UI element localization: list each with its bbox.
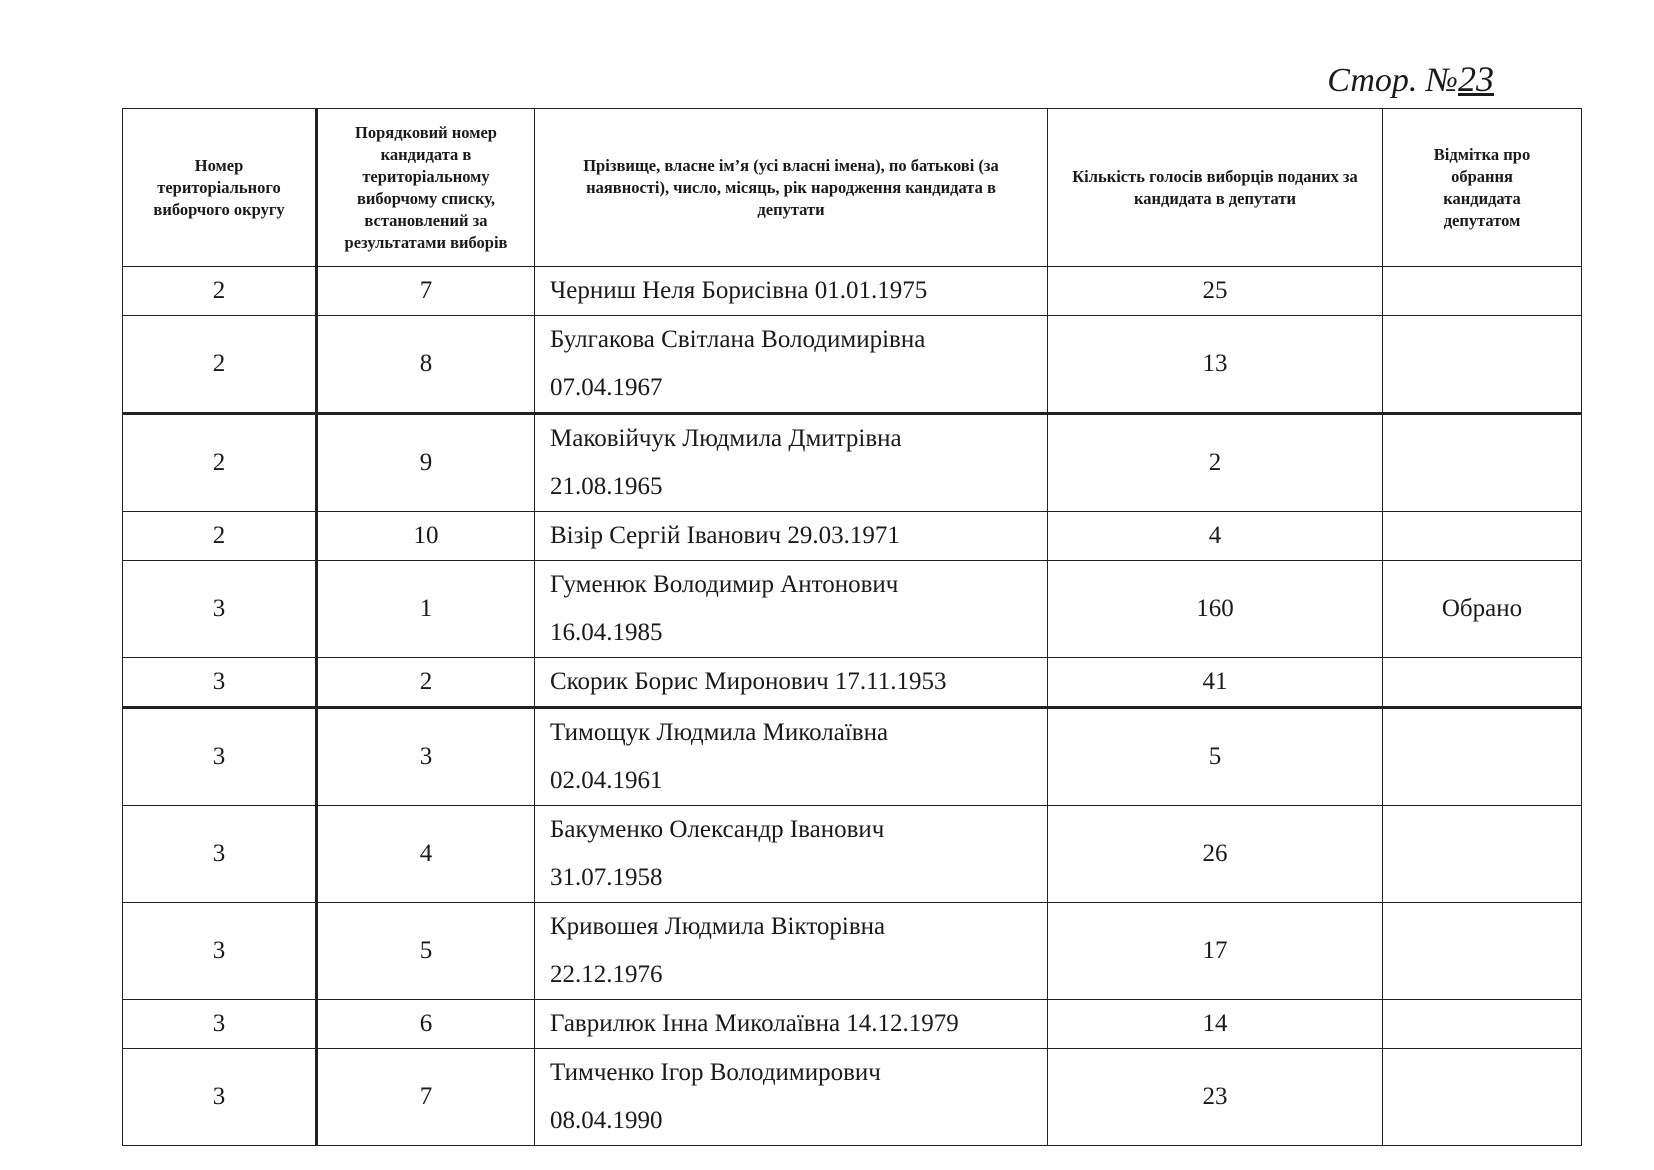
candidate-name-line: Візір Сергій Іванович 29.03.1971 — [550, 522, 900, 549]
header-candidate-name: Прізвище, власне ім’я (усі власні імена), по батькові (за наявності), число, місяць, рік народження кандидата в депутати — [535, 109, 1048, 267]
cell-votes: 4 — [1048, 512, 1383, 561]
cell-candidate-number: 2 — [317, 658, 535, 708]
candidate-birthdate-line: 31.07.1958 — [550, 864, 663, 891]
cell-candidate-name — [535, 512, 1048, 561]
cell-votes: 5 — [1048, 708, 1383, 806]
cell-votes: 13 — [1048, 316, 1383, 414]
cell-candidate-number: 9 — [317, 414, 535, 512]
cell-elected-mark — [1383, 267, 1582, 316]
cell-district: 3 — [123, 903, 317, 1000]
cell-elected-mark: Обрано — [1383, 561, 1582, 658]
page-number-value: 23 — [1458, 59, 1494, 99]
cell-votes: 160 — [1048, 561, 1383, 658]
table-row — [123, 414, 1582, 512]
cell-elected-mark — [1383, 658, 1582, 708]
cell-district: 3 — [123, 708, 317, 806]
cell-votes: 2 — [1048, 414, 1383, 512]
cell-candidate-number: 7 — [317, 1049, 535, 1146]
table-row — [123, 1049, 1582, 1146]
cell-district: 3 — [123, 1049, 317, 1146]
table-row — [123, 903, 1582, 1000]
cell-votes: 14 — [1048, 1000, 1383, 1049]
candidate-birthdate-line: 07.04.1967 — [550, 374, 663, 401]
table-row — [123, 316, 1582, 414]
cell-candidate-number: 8 — [317, 316, 535, 414]
candidate-name-line: Булгакова Світлана Володимирівна — [550, 326, 926, 353]
header-candidate-number: Порядковий номер кандидата в територіальному виборчому списку, встановлений за результатами виборів — [317, 109, 535, 267]
table-row — [123, 806, 1582, 903]
cell-district: 3 — [123, 1000, 317, 1049]
table-row — [123, 512, 1582, 561]
cell-candidate-number: 6 — [317, 1000, 535, 1049]
table-row — [123, 658, 1582, 708]
cell-candidate-number: 4 — [317, 806, 535, 903]
cell-district: 2 — [123, 414, 317, 512]
candidate-birthdate-line: 16.04.1985 — [550, 619, 663, 646]
header-district: Номер територіального виборчого округу — [123, 109, 317, 267]
cell-candidate-name — [535, 414, 1048, 512]
cell-candidate-name — [535, 903, 1048, 1000]
cell-district: 3 — [123, 561, 317, 658]
table-header-row — [123, 109, 1582, 267]
cell-district: 3 — [123, 658, 317, 708]
cell-elected-mark — [1383, 708, 1582, 806]
candidate-birthdate-line: 02.04.1961 — [550, 767, 663, 794]
cell-candidate-name — [535, 708, 1048, 806]
cell-candidate-name — [535, 1000, 1048, 1049]
cell-votes: 25 — [1048, 267, 1383, 316]
page-number — [1327, 58, 1494, 100]
cell-votes: 26 — [1048, 806, 1383, 903]
candidate-birthdate-line: 21.08.1965 — [550, 473, 663, 500]
candidate-birthdate-line: 08.04.1990 — [550, 1107, 663, 1134]
cell-candidate-number: 7 — [317, 267, 535, 316]
candidate-name-line: Маковійчук Людмила Дмитрівна — [550, 425, 902, 452]
cell-candidate-name — [535, 316, 1048, 414]
cell-district: 2 — [123, 512, 317, 561]
cell-elected-mark — [1383, 414, 1582, 512]
cell-candidate-number: 10 — [317, 512, 535, 561]
header-votes: Кількість голосів виборців поданих за кандидата в депутати — [1048, 109, 1383, 267]
cell-elected-mark — [1383, 512, 1582, 561]
candidate-name-line: Тимченко Ігор Володимирович — [550, 1059, 881, 1086]
cell-candidate-name — [535, 806, 1048, 903]
cell-candidate-name — [535, 267, 1048, 316]
candidate-birthdate-line: 22.12.1976 — [550, 961, 663, 988]
candidate-name-line: Тимощук Людмила Миколаївна — [550, 719, 889, 746]
cell-elected-mark — [1383, 806, 1582, 903]
table-row — [123, 708, 1582, 806]
candidate-name-line: Бакуменко Олександр Іванович — [550, 816, 885, 843]
candidate-name-line: Гуменюк Володимир Антонович — [550, 571, 899, 598]
cell-elected-mark — [1383, 903, 1582, 1000]
table-row — [123, 1000, 1582, 1049]
cell-candidate-number: 1 — [317, 561, 535, 658]
cell-elected-mark — [1383, 316, 1582, 414]
results-table — [122, 108, 1582, 1146]
candidate-name-line: Кривошея Людмила Вікторівна — [550, 913, 886, 940]
cell-votes: 41 — [1048, 658, 1383, 708]
header-elected-mark: Відмітка про обрання кандидата депутатом — [1383, 109, 1582, 267]
cell-district: 2 — [123, 316, 317, 414]
candidate-name-line: Черниш Неля Борисівна 01.01.1975 — [550, 277, 928, 304]
table-row — [123, 267, 1582, 316]
cell-candidate-name — [535, 1049, 1048, 1146]
cell-votes: 17 — [1048, 903, 1383, 1000]
table-row — [123, 561, 1582, 658]
cell-candidate-name — [535, 658, 1048, 708]
cell-district: 3 — [123, 806, 317, 903]
candidate-name-line: Гаврилюк Інна Миколаївна 14.12.1979 — [550, 1010, 959, 1037]
cell-candidate-number: 5 — [317, 903, 535, 1000]
cell-elected-mark — [1383, 1000, 1582, 1049]
cell-elected-mark — [1383, 1049, 1582, 1146]
cell-votes: 23 — [1048, 1049, 1383, 1146]
candidate-name-line: Скорик Борис Миронович 17.11.1953 — [550, 668, 947, 695]
cell-candidate-number: 3 — [317, 708, 535, 806]
cell-district: 2 — [123, 267, 317, 316]
page-number-prefix: Стор. № — [1327, 62, 1458, 99]
cell-candidate-name — [535, 561, 1048, 658]
